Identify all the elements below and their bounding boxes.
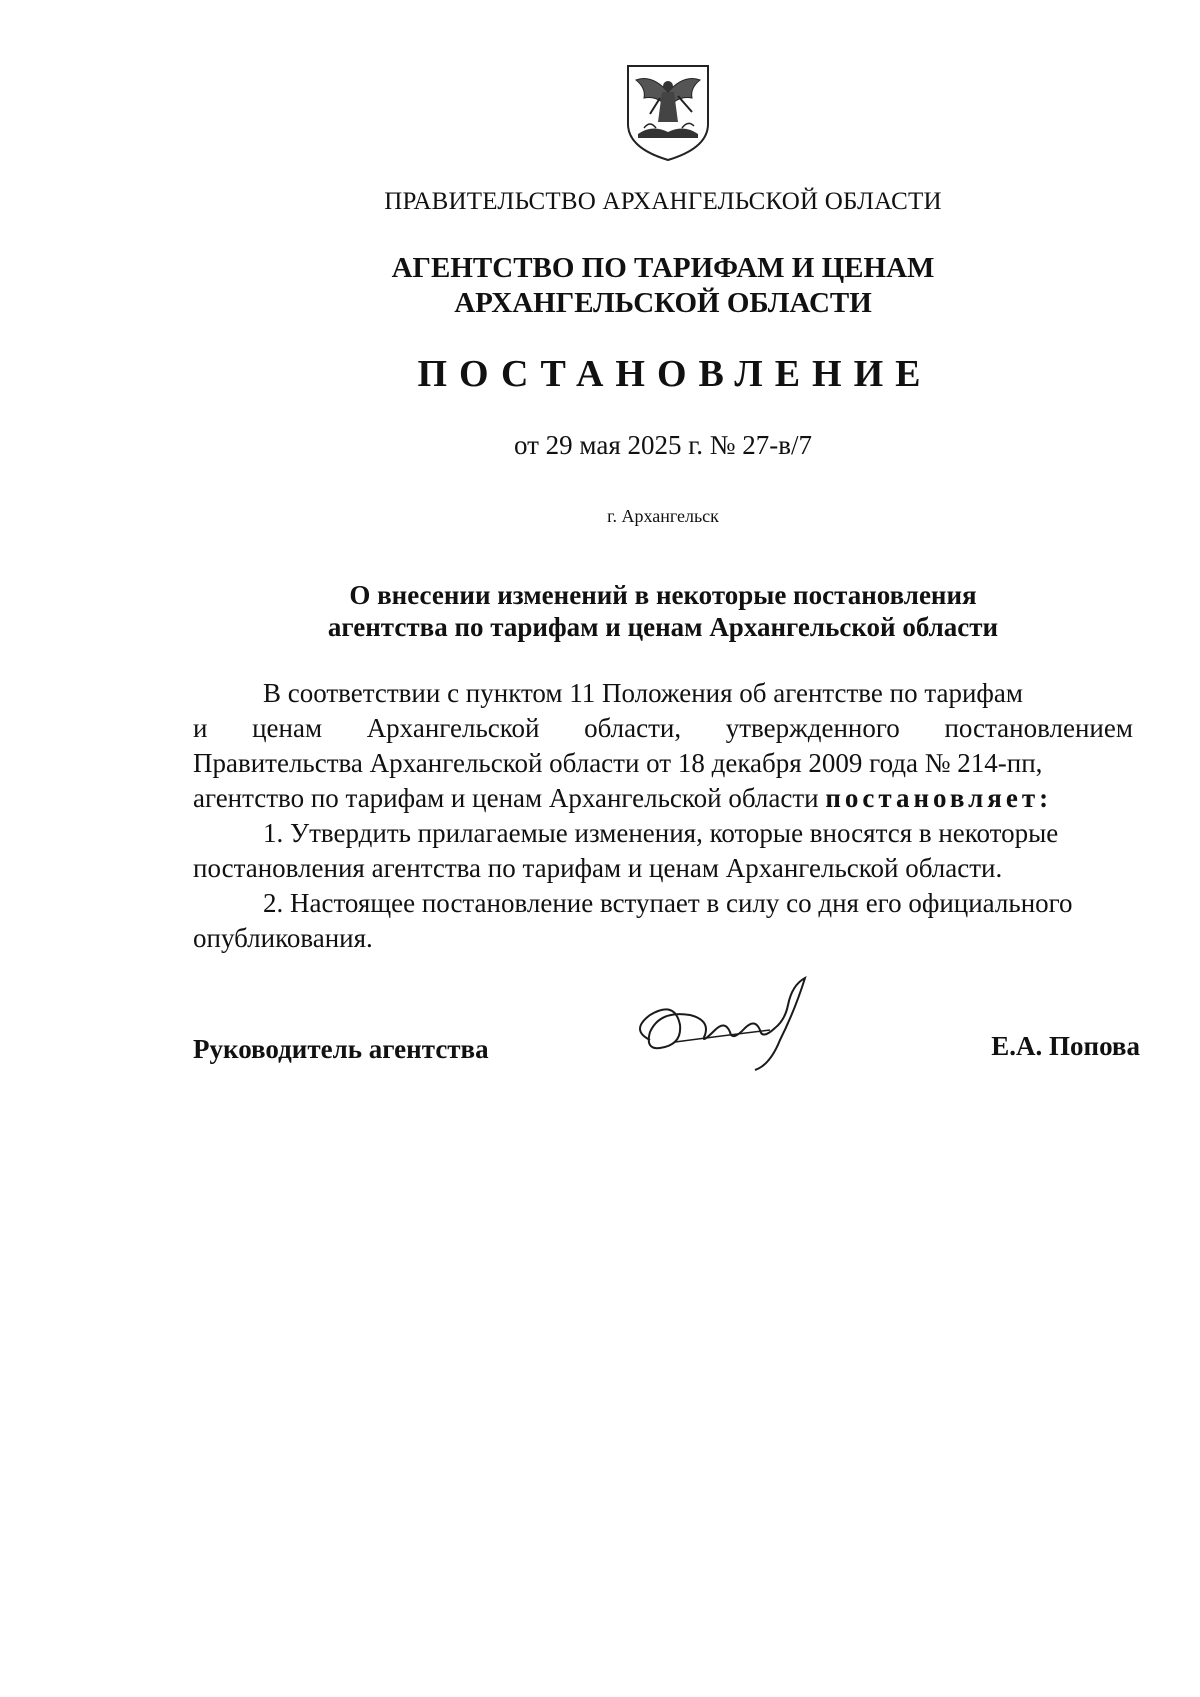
paragraph-1-line3: Правительства Архангельской области от 18 декабря 2009 года № 214-пп, <box>193 748 1043 778</box>
item-2-line1: 2. Настоящее постановление вступает в силу со дня его официального <box>263 888 1073 918</box>
paragraph-1-line4-text: агентство по тарифам и ценам Архангельской области <box>193 783 819 813</box>
handwritten-signature <box>620 970 840 1080</box>
coat-of-arms-emblem <box>622 62 714 164</box>
paragraph-1-line2 <box>193 711 1133 746</box>
paragraph-1-line4 <box>193 781 1133 816</box>
agency-name-line1: АГЕНТСТВО ПО ТАРИФАМ И ЦЕНАМ <box>391 252 935 284</box>
body-word: утвержденного <box>725 713 900 743</box>
subject-line1: О внесении изменений в некоторые постановления <box>349 580 977 610</box>
document-city: г. Архангельск <box>607 506 719 526</box>
item-1-line2: постановления агентства по тарифам и ценам Архангельской области. <box>193 853 1003 883</box>
body-word: постановлением <box>944 713 1133 743</box>
document-type-title: ПОСТАНОВЛЕНИЕ <box>417 353 933 395</box>
government-name: ПРАВИТЕЛЬСТВО АРХАНГЕЛЬСКОЙ ОБЛАСТИ <box>384 188 942 215</box>
signatory-name: Е.А. Попова <box>991 1031 1140 1061</box>
signatory-role: Руководитель агентства <box>193 1034 489 1064</box>
paragraph-1-line1-text: В соответствии с пунктом 11 Положения об агентстве по тарифам <box>263 678 1023 708</box>
body-word: ценам <box>252 713 323 743</box>
document-date-number: от 29 мая 2025 г. № 27-в/7 <box>513 430 813 460</box>
subject-line2: агентства по тарифам и ценам Архангельской области <box>327 612 999 642</box>
body-word: Архангельской <box>366 713 540 743</box>
document-body <box>193 676 1133 956</box>
paragraph-1-line1 <box>193 676 1133 711</box>
resolves-keyword: постановляет: <box>825 783 1053 813</box>
body-word: и <box>193 713 208 743</box>
body-word: области, <box>584 713 682 743</box>
agency-name-line2: АРХАНГЕЛЬСКОЙ ОБЛАСТИ <box>454 287 872 319</box>
item-1-line1: 1. Утвердить прилагаемые изменения, которые вносятся в некоторые <box>263 818 1059 848</box>
item-2-line2: опубликования. <box>193 923 373 953</box>
